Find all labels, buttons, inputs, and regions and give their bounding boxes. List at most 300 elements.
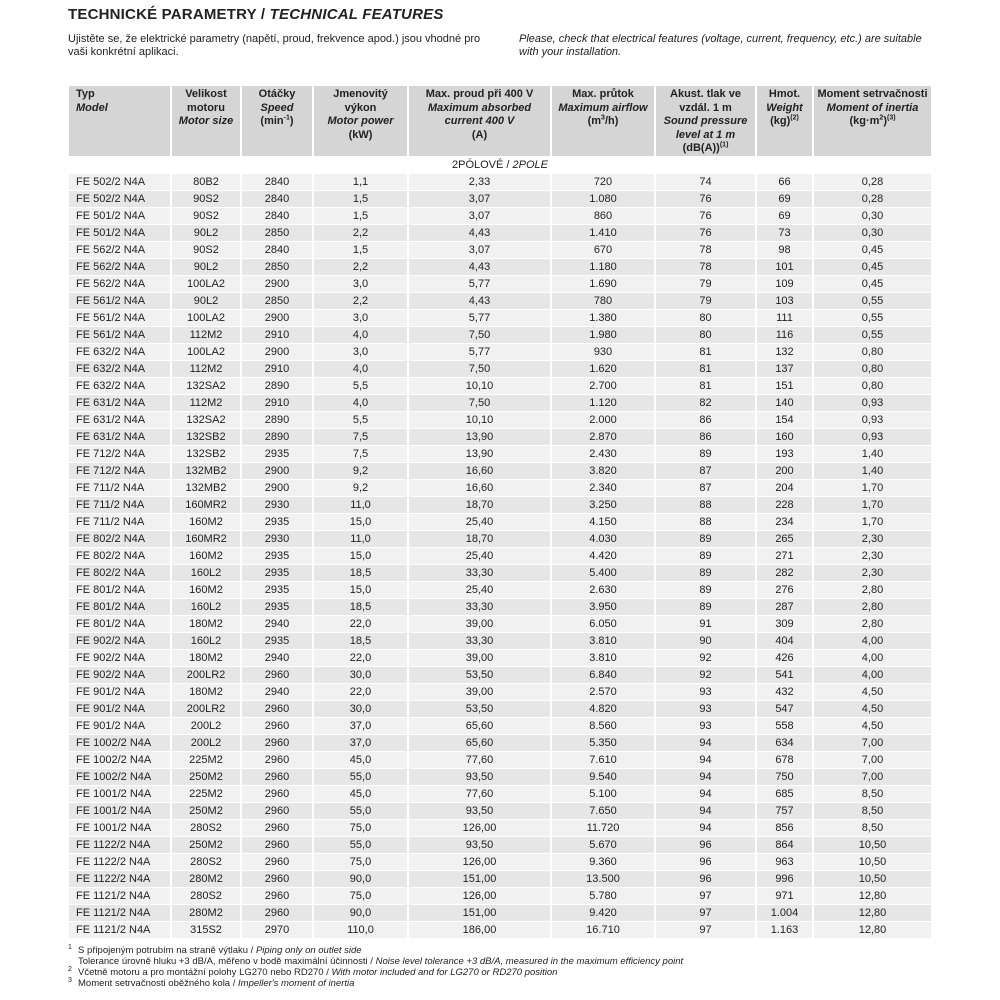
cell-weight: 547 — [756, 700, 813, 717]
cell-inertia: 1,70 — [813, 513, 931, 530]
cell-weight: 685 — [756, 785, 813, 802]
table-row — [69, 717, 931, 734]
cell-model: FE 562/2 N4A — [69, 258, 171, 275]
header-motor-size: Velikost motoru Motor size — [171, 86, 241, 156]
cell-speed: 2970 — [241, 921, 313, 938]
cell-sound: 89 — [655, 530, 756, 547]
cell-airflow: 9.420 — [551, 904, 655, 921]
cell-airflow: 5.100 — [551, 785, 655, 802]
section-label: 2PÓLOVÉ / 2POLE — [69, 156, 931, 174]
cell-power: 3,0 — [313, 275, 408, 292]
cell-airflow: 16.710 — [551, 921, 655, 938]
cell-power: 15,0 — [313, 581, 408, 598]
cell-current: 93,50 — [408, 802, 551, 819]
cell-motor-size: 160MR2 — [171, 530, 241, 547]
cell-motor-size: 112M2 — [171, 394, 241, 411]
page-title — [68, 6, 444, 23]
cell-speed: 2960 — [241, 853, 313, 870]
cell-power: 11,0 — [313, 496, 408, 513]
cell-motor-size: 250M2 — [171, 768, 241, 785]
cell-airflow: 3.810 — [551, 649, 655, 666]
cell-current: 53,50 — [408, 700, 551, 717]
cell-speed: 2940 — [241, 615, 313, 632]
cell-power: 110,0 — [313, 921, 408, 938]
cell-speed: 2840 — [241, 207, 313, 224]
title-cz: TECHNICKÉ PARAMETRY / — [68, 6, 266, 23]
cell-sound: 93 — [655, 717, 756, 734]
footnote-en: With motor included and for LG270 or RD270 position — [331, 967, 558, 978]
cell-model: FE 802/2 N4A — [69, 547, 171, 564]
cell-power: 2,2 — [313, 292, 408, 309]
cell-motor-size: 132SB2 — [171, 445, 241, 462]
cell-power: 3,0 — [313, 343, 408, 360]
cell-sound: 76 — [655, 224, 756, 241]
footnote-en: Noise level tolerance +3 dB/A, measured in the maximum efficiency point — [375, 956, 684, 967]
cell-inertia: 0,45 — [813, 258, 931, 275]
cell-speed: 2900 — [241, 343, 313, 360]
cell-sound: 81 — [655, 360, 756, 377]
cell-motor-size: 200L2 — [171, 734, 241, 751]
cell-airflow: 11.720 — [551, 819, 655, 836]
header-airflow: Max. průtok Maximum airflow $(m^3/h)$ — [551, 86, 655, 156]
cell-current: 10,10 — [408, 377, 551, 394]
cell-inertia: 4,00 — [813, 632, 931, 649]
cell-motor-size: 225M2 — [171, 785, 241, 802]
table-row — [69, 802, 931, 819]
cell-motor-size: 315S2 — [171, 921, 241, 938]
cell-inertia: 7,00 — [813, 734, 931, 751]
cell-airflow: 860 — [551, 207, 655, 224]
cell-power: 22,0 — [313, 649, 408, 666]
cell-speed: 2935 — [241, 598, 313, 615]
cell-airflow: 4.420 — [551, 547, 655, 564]
table-row — [69, 683, 931, 700]
cell-model: FE 562/2 N4A — [69, 275, 171, 292]
table-row — [69, 870, 931, 887]
cell-inertia: 10,50 — [813, 853, 931, 870]
cell-power: 2,2 — [313, 224, 408, 241]
cell-model: FE 562/2 N4A — [69, 241, 171, 258]
cell-speed: 2960 — [241, 870, 313, 887]
cell-speed: 2850 — [241, 292, 313, 309]
cell-speed: 2940 — [241, 649, 313, 666]
cell-inertia: 0,93 — [813, 428, 931, 445]
cell-airflow: 3.950 — [551, 598, 655, 615]
cell-model: FE 902/2 N4A — [69, 632, 171, 649]
cell-model: FE 801/2 N4A — [69, 581, 171, 598]
cell-model: FE 1002/2 N4A — [69, 734, 171, 751]
cell-motor-size: 160M2 — [171, 547, 241, 564]
cell-model: FE 711/2 N4A — [69, 479, 171, 496]
cell-weight: 757 — [756, 802, 813, 819]
cell-speed: 2960 — [241, 819, 313, 836]
cell-model: FE 802/2 N4A — [69, 530, 171, 547]
cell-sound: 88 — [655, 513, 756, 530]
cell-weight: 996 — [756, 870, 813, 887]
cell-speed: 2935 — [241, 581, 313, 598]
cell-motor-size: 250M2 — [171, 836, 241, 853]
cell-model: FE 631/2 N4A — [69, 428, 171, 445]
cell-sound: 89 — [655, 598, 756, 615]
table-row — [69, 496, 931, 513]
table-row — [69, 309, 931, 326]
cell-inertia: 2,80 — [813, 598, 931, 615]
cell-current: 39,00 — [408, 615, 551, 632]
table-row — [69, 258, 931, 275]
cell-sound: 80 — [655, 326, 756, 343]
cell-power: 18,5 — [313, 632, 408, 649]
cell-motor-size: 100LA2 — [171, 343, 241, 360]
cell-weight: 971 — [756, 887, 813, 904]
cell-power: 9,2 — [313, 479, 408, 496]
cell-weight: 287 — [756, 598, 813, 615]
cell-model: FE 902/2 N4A — [69, 666, 171, 683]
cell-power: 1,5 — [313, 190, 408, 207]
header-row — [69, 86, 931, 156]
footnote — [68, 945, 683, 956]
cell-model: FE 561/2 N4A — [69, 292, 171, 309]
header-weight: Hmot. Weight (kg)$^{(2)}$ — [756, 86, 813, 156]
cell-motor-size: 90S2 — [171, 190, 241, 207]
cell-weight: 137 — [756, 360, 813, 377]
cell-model: FE 561/2 N4A — [69, 326, 171, 343]
cell-speed: 2935 — [241, 564, 313, 581]
table-row — [69, 377, 931, 394]
cell-current: 25,40 — [408, 513, 551, 530]
cell-current: 33,30 — [408, 598, 551, 615]
cell-model: FE 802/2 N4A — [69, 564, 171, 581]
table-row — [69, 479, 931, 496]
cell-weight: 558 — [756, 717, 813, 734]
cell-sound: 92 — [655, 666, 756, 683]
cell-inertia: 8,50 — [813, 802, 931, 819]
table-row — [69, 564, 931, 581]
cell-model: FE 1121/2 N4A — [69, 904, 171, 921]
cell-speed: 2890 — [241, 428, 313, 445]
cell-weight: 116 — [756, 326, 813, 343]
cell-inertia: 12,80 — [813, 887, 931, 904]
cell-model: FE 1122/2 N4A — [69, 836, 171, 853]
cell-airflow: 1.980 — [551, 326, 655, 343]
table-row — [69, 326, 931, 343]
cell-speed: 2960 — [241, 717, 313, 734]
cell-sound: 89 — [655, 445, 756, 462]
cell-weight: 73 — [756, 224, 813, 241]
cell-power: 30,0 — [313, 666, 408, 683]
cell-model: FE 631/2 N4A — [69, 411, 171, 428]
table-row — [69, 768, 931, 785]
cell-weight: 66 — [756, 174, 813, 191]
cell-power: 3,0 — [313, 309, 408, 326]
cell-speed: 2935 — [241, 547, 313, 564]
table-row — [69, 428, 931, 445]
cell-motor-size: 280S2 — [171, 887, 241, 904]
footnote-en: Impeller's moment of inertia — [238, 978, 355, 989]
table-row — [69, 853, 931, 870]
cell-sound: 94 — [655, 802, 756, 819]
cell-airflow: 5.400 — [551, 564, 655, 581]
table-row — [69, 887, 931, 904]
footnote-en: Piping only on outlet side — [255, 945, 362, 956]
cell-model: FE 1121/2 N4A — [69, 921, 171, 938]
cell-airflow: 5.350 — [551, 734, 655, 751]
cell-speed: 2935 — [241, 632, 313, 649]
cell-weight: 864 — [756, 836, 813, 853]
cell-inertia: 0,93 — [813, 411, 931, 428]
cell-sound: 96 — [655, 870, 756, 887]
cell-model: FE 801/2 N4A — [69, 598, 171, 615]
cell-airflow: 1.690 — [551, 275, 655, 292]
cell-current: 18,70 — [408, 496, 551, 513]
cell-power: 90,0 — [313, 870, 408, 887]
header-inertia: Moment setrvačnosti Moment of inertia $(kg\cdot m^2)^{(3)}$ — [813, 86, 931, 156]
cell-sound: 93 — [655, 683, 756, 700]
cell-speed: 2960 — [241, 904, 313, 921]
cell-sound: 89 — [655, 581, 756, 598]
cell-current: 10,10 — [408, 411, 551, 428]
cell-airflow: 1.380 — [551, 309, 655, 326]
cell-model: FE 501/2 N4A — [69, 224, 171, 241]
cell-current: 7,50 — [408, 326, 551, 343]
cell-power: 18,5 — [313, 564, 408, 581]
table-row — [69, 751, 931, 768]
cell-sound: 82 — [655, 394, 756, 411]
cell-motor-size: 200LR2 — [171, 666, 241, 683]
table-row — [69, 547, 931, 564]
header-power: Jmenovitý výkon Motor power (kW) — [313, 86, 408, 156]
cell-inertia: 4,50 — [813, 717, 931, 734]
cell-airflow: 5.670 — [551, 836, 655, 853]
table-row — [69, 445, 931, 462]
cell-motor-size: 132MB2 — [171, 479, 241, 496]
cell-current: 53,50 — [408, 666, 551, 683]
table-row — [69, 836, 931, 853]
cell-weight: 204 — [756, 479, 813, 496]
cell-current: 5,77 — [408, 275, 551, 292]
footnote-cz: Včetně motoru a pro montážní polohy LG270 nebo RD270 / — [78, 967, 332, 978]
cell-inertia: 0,55 — [813, 292, 931, 309]
cell-inertia: 8,50 — [813, 819, 931, 836]
cell-inertia: 4,50 — [813, 700, 931, 717]
cell-power: 11,0 — [313, 530, 408, 547]
cell-sound: 89 — [655, 564, 756, 581]
cell-weight: 750 — [756, 768, 813, 785]
cell-sound: 96 — [655, 853, 756, 870]
cell-current: 65,60 — [408, 717, 551, 734]
cell-airflow: 3.820 — [551, 462, 655, 479]
cell-model: FE 712/2 N4A — [69, 462, 171, 479]
cell-weight: 69 — [756, 207, 813, 224]
cell-sound: 87 — [655, 462, 756, 479]
table-body — [69, 156, 931, 939]
cell-airflow: 6.050 — [551, 615, 655, 632]
cell-power: 30,0 — [313, 700, 408, 717]
footnote-mark: 2 — [68, 966, 72, 973]
cell-current: 13,90 — [408, 428, 551, 445]
table-row — [69, 207, 931, 224]
table-row — [69, 819, 931, 836]
cell-weight: 282 — [756, 564, 813, 581]
footnote — [68, 978, 683, 989]
cell-weight: 1.163 — [756, 921, 813, 938]
cell-inertia: 0,28 — [813, 190, 931, 207]
cell-motor-size: 90L2 — [171, 292, 241, 309]
cell-current: 13,90 — [408, 445, 551, 462]
cell-weight: 426 — [756, 649, 813, 666]
cell-speed: 2900 — [241, 309, 313, 326]
header-speed: Otáčky Speed $(\min^{-1})$ — [241, 86, 313, 156]
cell-sound: 91 — [655, 615, 756, 632]
table-row — [69, 411, 931, 428]
cell-current: 4,43 — [408, 292, 551, 309]
cell-speed: 2840 — [241, 174, 313, 191]
cell-motor-size: 80B2 — [171, 174, 241, 191]
cell-inertia: 7,00 — [813, 751, 931, 768]
cell-sound: 88 — [655, 496, 756, 513]
cell-sound: 86 — [655, 411, 756, 428]
cell-current: 65,60 — [408, 734, 551, 751]
cell-airflow: 1.620 — [551, 360, 655, 377]
cell-power: 7,5 — [313, 445, 408, 462]
cell-inertia: 0,93 — [813, 394, 931, 411]
cell-sound: 94 — [655, 751, 756, 768]
cell-power: 18,5 — [313, 598, 408, 615]
cell-model: FE 901/2 N4A — [69, 700, 171, 717]
cell-motor-size: 180M2 — [171, 683, 241, 700]
cell-weight: 140 — [756, 394, 813, 411]
footnote-cz: Moment setrvačnosti oběžného kola / — [78, 978, 239, 989]
cell-model: FE 1122/2 N4A — [69, 853, 171, 870]
cell-speed: 2850 — [241, 258, 313, 275]
table-row — [69, 598, 931, 615]
cell-motor-size: 90S2 — [171, 241, 241, 258]
cell-current: 25,40 — [408, 581, 551, 598]
cell-motor-size: 90S2 — [171, 207, 241, 224]
cell-sound: 78 — [655, 258, 756, 275]
cell-power: 5,5 — [313, 411, 408, 428]
cell-speed: 2960 — [241, 802, 313, 819]
cell-inertia: 1,70 — [813, 479, 931, 496]
cell-inertia: 0,55 — [813, 309, 931, 326]
cell-weight: 856 — [756, 819, 813, 836]
cell-model: FE 901/2 N4A — [69, 683, 171, 700]
cell-model: FE 711/2 N4A — [69, 496, 171, 513]
cell-sound: 78 — [655, 241, 756, 258]
cell-power: 1,5 — [313, 241, 408, 258]
cell-power: 75,0 — [313, 819, 408, 836]
cell-current: 151,00 — [408, 870, 551, 887]
cell-sound: 86 — [655, 428, 756, 445]
cell-speed: 2960 — [241, 700, 313, 717]
cell-weight: 234 — [756, 513, 813, 530]
cell-sound: 79 — [655, 275, 756, 292]
cell-speed: 2890 — [241, 377, 313, 394]
cell-sound: 94 — [655, 785, 756, 802]
cell-model: FE 632/2 N4A — [69, 377, 171, 394]
cell-inertia: 1,70 — [813, 496, 931, 513]
cell-current: 5,77 — [408, 343, 551, 360]
cell-power: 15,0 — [313, 547, 408, 564]
cell-weight: 228 — [756, 496, 813, 513]
table-row — [69, 632, 931, 649]
cell-speed: 2900 — [241, 275, 313, 292]
cell-power: 4,0 — [313, 360, 408, 377]
cell-current: 18,70 — [408, 530, 551, 547]
cell-current: 77,60 — [408, 785, 551, 802]
table-row — [69, 649, 931, 666]
cell-current: 4,43 — [408, 224, 551, 241]
cell-motor-size: 280S2 — [171, 853, 241, 870]
table-row — [69, 785, 931, 802]
cell-weight: 634 — [756, 734, 813, 751]
cell-current: 126,00 — [408, 853, 551, 870]
cell-current: 7,50 — [408, 394, 551, 411]
table-row — [69, 904, 931, 921]
cell-motor-size: 180M2 — [171, 649, 241, 666]
cell-inertia: 2,80 — [813, 615, 931, 632]
cell-sound: 97 — [655, 887, 756, 904]
cell-current: 5,77 — [408, 309, 551, 326]
table-row — [69, 394, 931, 411]
table-row — [69, 700, 931, 717]
cell-motor-size: 280M2 — [171, 870, 241, 887]
cell-power: 45,0 — [313, 785, 408, 802]
cell-inertia: 10,50 — [813, 836, 931, 853]
cell-model: FE 1002/2 N4A — [69, 751, 171, 768]
cell-motor-size: 225M2 — [171, 751, 241, 768]
cell-airflow: 7.650 — [551, 802, 655, 819]
cell-current: 3,07 — [408, 207, 551, 224]
cell-sound: 74 — [655, 174, 756, 191]
cell-sound: 81 — [655, 343, 756, 360]
cell-current: 39,00 — [408, 683, 551, 700]
cell-weight: 101 — [756, 258, 813, 275]
cell-weight: 265 — [756, 530, 813, 547]
cell-inertia: 1,40 — [813, 445, 931, 462]
cell-inertia: 12,80 — [813, 904, 931, 921]
cell-current: 25,40 — [408, 547, 551, 564]
cell-sound: 87 — [655, 479, 756, 496]
cell-inertia: 0,55 — [813, 326, 931, 343]
cell-sound: 90 — [655, 632, 756, 649]
cell-power: 7,5 — [313, 428, 408, 445]
cell-sound: 80 — [655, 309, 756, 326]
cell-airflow: 3.250 — [551, 496, 655, 513]
cell-motor-size: 100LA2 — [171, 275, 241, 292]
cell-motor-size: 160L2 — [171, 598, 241, 615]
cell-power: 2,2 — [313, 258, 408, 275]
cell-sound: 94 — [655, 734, 756, 751]
table-row — [69, 241, 931, 258]
cell-sound: 92 — [655, 649, 756, 666]
cell-current: 126,00 — [408, 819, 551, 836]
footnote-cz: Tolerance úrovně hluku +3 dB/A, měřeno v bodě maximální účinnosti / — [78, 956, 376, 967]
title-en: TECHNICAL FEATURES — [269, 6, 444, 23]
table-row — [69, 190, 931, 207]
intro-cz: Ujistěte se, že elektrické parametry (napětí, proud, frekvence apod.) jsou vhodné pro vaši konkrétní aplikaci. — [68, 33, 481, 58]
cell-motor-size: 90L2 — [171, 258, 241, 275]
cell-motor-size: 160M2 — [171, 513, 241, 530]
cell-model: FE 901/2 N4A — [69, 717, 171, 734]
cell-speed: 2960 — [241, 785, 313, 802]
cell-power: 75,0 — [313, 887, 408, 904]
cell-weight: 276 — [756, 581, 813, 598]
cell-model: FE 501/2 N4A — [69, 207, 171, 224]
cell-sound: 94 — [655, 819, 756, 836]
cell-weight: 160 — [756, 428, 813, 445]
table-row — [69, 343, 931, 360]
cell-inertia: 0,45 — [813, 241, 931, 258]
